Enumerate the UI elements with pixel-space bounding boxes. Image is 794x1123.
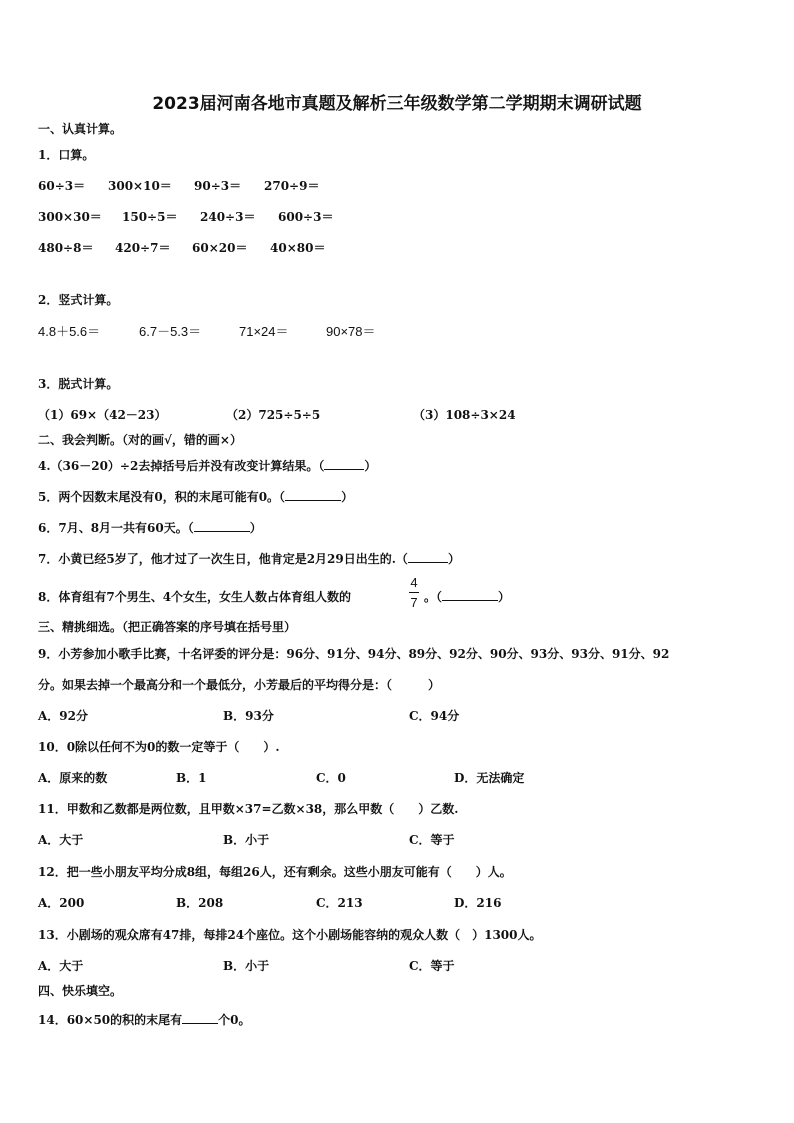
vertical-calc-item: 90×78＝ xyxy=(326,324,376,339)
vertical-calc-item: 4.8＋5.6＝ xyxy=(38,324,101,339)
step-calc-item: （3）108÷3×24 xyxy=(413,408,516,422)
question-5-text: 5．两个因数末尾没有0，积的末尾可能有0。（ xyxy=(38,490,286,504)
option-b[interactable]: B．小于 xyxy=(223,959,270,973)
bracket-close: ） xyxy=(498,590,511,604)
question-8-text: 8．体育组有7个男生、4个女生，女生人数占体育组人数的 xyxy=(38,590,352,604)
oral-calc-item: 60×20＝ xyxy=(192,241,248,255)
vertical-calc-item: 6.7－5.3＝ xyxy=(139,324,202,339)
option-c[interactable]: C．等于 xyxy=(409,959,455,973)
oral-calc-item: 420÷7＝ xyxy=(115,241,171,255)
question-9-line2: 分。如果去掉一个最高分和一个最低分，小芳最后的平均得分是：（ ） xyxy=(38,678,441,692)
question-4 xyxy=(38,458,376,474)
question-6-text: 6．7月、8月一共有60天。（ xyxy=(38,521,194,535)
question-10-text: 10．0除以任何不为0的数一定等于（ ）. xyxy=(38,740,280,754)
question-14-after: 个0。 xyxy=(218,1013,251,1027)
oral-calc-item: 300×10＝ xyxy=(108,179,172,193)
question-7 xyxy=(38,551,460,567)
option-a[interactable]: A．原来的数 xyxy=(38,771,108,785)
answer-blank[interactable] xyxy=(324,458,364,470)
fraction-bar xyxy=(409,592,419,593)
oral-calc-item: 600÷3＝ xyxy=(278,210,334,224)
answer-blank[interactable] xyxy=(408,551,448,563)
option-a[interactable]: A．200 xyxy=(38,896,85,910)
answer-blank[interactable] xyxy=(442,589,498,601)
option-c[interactable]: C．等于 xyxy=(409,833,455,847)
answer-blank[interactable] xyxy=(194,520,250,532)
option-b[interactable]: B．93分 xyxy=(223,709,274,723)
question-9-line1: 9．小芳参加小歌手比赛，十名评委的评分是：96分、91分、94分、89分、92分、90分、93分、93分、91分、92 xyxy=(38,647,670,661)
vertical-calc-item: 71×24＝ xyxy=(239,324,289,339)
oral-calc-item: 240÷3＝ xyxy=(200,210,256,224)
option-b[interactable]: B．小于 xyxy=(223,833,270,847)
question-3-label: 3．脱式计算。 xyxy=(38,377,119,391)
answer-blank[interactable] xyxy=(182,1012,218,1024)
question-5 xyxy=(38,489,353,505)
step-calc-item: （1）69×（42－23） xyxy=(38,408,167,422)
fraction-denominator: 7 xyxy=(410,595,418,610)
question-2-label: 2．竖式计算。 xyxy=(38,293,119,307)
oral-calc-item: 480÷8＝ xyxy=(38,241,94,255)
question-4-text: 4.（36－20）÷2去掉括号后并没有改变计算结果。（ xyxy=(38,459,325,473)
oral-calc-item: 40×80＝ xyxy=(270,241,326,255)
section-2-heading: 二、我会判断。（对的画√，错的画×） xyxy=(38,433,242,447)
oral-calc-item: 90÷3＝ xyxy=(194,179,242,193)
question-8-after: 。（ xyxy=(424,590,443,604)
bracket-close: ） xyxy=(447,552,460,566)
question-12-text: 12．把一些小朋友平均分成8组，每组26人，还有剩余。这些小朋友可能有（ ）人。 xyxy=(38,865,512,879)
option-c[interactable]: C．213 xyxy=(316,896,363,910)
question-14-before: 14．60×50的积的末尾有 xyxy=(38,1013,183,1027)
option-c[interactable]: C．0 xyxy=(316,771,346,785)
bracket-close: ） xyxy=(249,521,262,535)
option-b[interactable]: B．208 xyxy=(176,896,224,910)
oral-calc-item: 150÷5＝ xyxy=(122,210,178,224)
answer-blank[interactable] xyxy=(285,489,341,501)
oral-calc-item: 60÷3＝ xyxy=(38,179,86,193)
section-3-heading: 三、精挑细选。（把正确答案的序号填在括号里） xyxy=(38,620,297,634)
option-d[interactable]: D．无法确定 xyxy=(454,771,525,785)
question-7-text: 7．小黄已经5岁了，他才过了一次生日，他肯定是2月29日出生的.（ xyxy=(38,552,408,566)
question-14 xyxy=(38,1012,251,1028)
section-4-heading: 四、快乐填空。 xyxy=(38,984,123,998)
bracket-close: ） xyxy=(341,490,354,504)
fraction-numerator: 4 xyxy=(410,575,418,590)
option-a[interactable]: A．大于 xyxy=(38,833,84,847)
option-d[interactable]: D．216 xyxy=(454,896,502,910)
question-1-label: 1．口算。 xyxy=(38,148,95,162)
oral-calc-item: 300×30＝ xyxy=(38,210,102,224)
bracket-close: ） xyxy=(364,459,377,473)
question-11-text: 11．甲数和乙数都是两位数，且甲数×37=乙数×38，那么甲数（ ）乙数. xyxy=(38,802,459,816)
step-calc-item: （2）725÷5÷5 xyxy=(226,408,321,422)
option-b[interactable]: B．1 xyxy=(176,771,207,785)
option-a[interactable]: A．92分 xyxy=(38,709,89,723)
question-8-tail xyxy=(424,589,510,605)
option-a[interactable]: A．大于 xyxy=(38,959,84,973)
section-1-heading: 一、认真计算。 xyxy=(38,122,123,136)
question-6 xyxy=(38,520,262,536)
option-c[interactable]: C．94分 xyxy=(409,709,460,723)
page-title: 2023届河南各地市真题及解析三年级数学第二学期期末调研试题 xyxy=(152,94,642,114)
question-13-text: 13．小剧场的观众席有47排，每排24个座位。这个小剧场能容纳的观众人数（ ）1300人。 xyxy=(38,928,542,942)
oral-calc-item: 270÷9＝ xyxy=(264,179,320,193)
